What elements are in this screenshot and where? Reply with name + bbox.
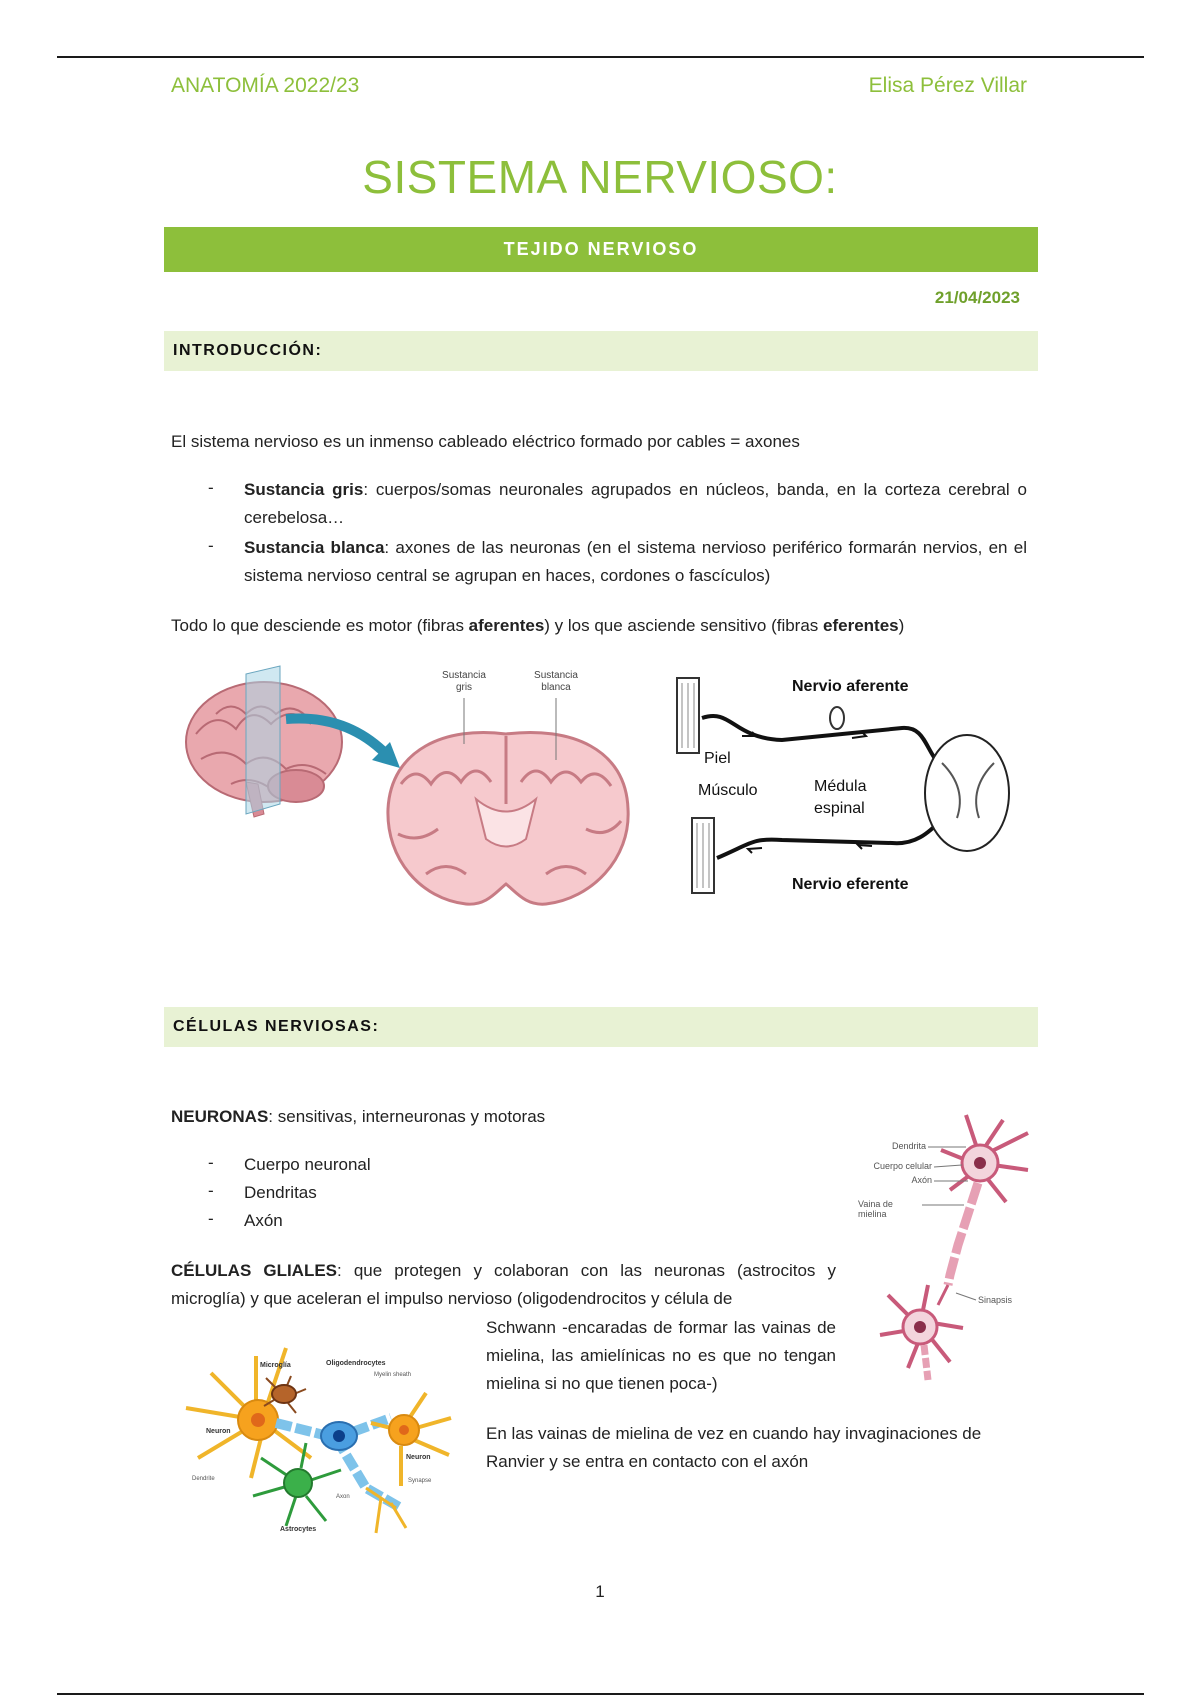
bottom-rule — [57, 1693, 1144, 1695]
glial-paragraph-cont: Schwann -encaradas de formar las vainas de mielina, las amielínicas no es que no tengan mielina si no que tienen poca-) — [486, 1318, 836, 1393]
bullet-dash: - — [208, 1181, 214, 1200]
motor-text-1: Todo lo que desciende es motor (fibras — [171, 616, 469, 635]
section-heading-intro: INTRODUCCIÓN: — [164, 331, 1038, 371]
label-microglia: Microglía — [260, 1362, 291, 1369]
page-title: SISTEMA NERVIOSO: — [362, 151, 838, 203]
label-skin: Piel — [704, 750, 731, 767]
muscle-icon — [692, 818, 714, 893]
label-oligodendrocytes: Oligodendrocytes — [326, 1360, 386, 1367]
section-heading-cells: CÉLULAS NERVIOSAS: — [164, 1007, 1038, 1047]
label-cell-body: Cuerpo celular — [873, 1161, 932, 1171]
neuron-part-dendrites: Dendritas — [244, 1183, 317, 1202]
label-dendrite: Dendrita — [891, 1141, 926, 1151]
ganglion-icon — [830, 707, 844, 729]
label-myelin-sheath: Vaina de mielina — [858, 1199, 893, 1219]
label-neuron-left: Neuron — [206, 1428, 231, 1435]
glial-paragraph — [171, 1257, 836, 1313]
label-synapse-glia: Synapse — [408, 1478, 432, 1484]
text-white-matter: : axones de las neuronas (en el sistema nervioso periférico formarán nervios, en el sistema nervioso central se agrupan en haces, cordones o fascículos) — [244, 538, 1027, 585]
header-course: ANATOMÍA 2022/23 — [171, 74, 360, 97]
ranvier-paragraph: En las vainas de mielina de vez en cuando hay invaginaciones de Ranvier y se entra en contacto con el axón — [486, 1424, 982, 1471]
glial-text-a: : que protegen y colaboran con las neuronas (astrocitos y microglía) y que aceleran el impulso nervioso (oligodendrocitos y célula de — [171, 1261, 837, 1308]
label-spinal-cord: Médula espinal — [814, 776, 884, 820]
brain-coronal-icon — [388, 732, 628, 904]
brain-section-figure — [176, 664, 656, 914]
bullet-dash: - — [208, 536, 214, 555]
neurons-paragraph — [171, 1103, 791, 1131]
term-gray-matter: Sustancia gris — [244, 480, 364, 499]
bullet-gray-matter — [244, 476, 1027, 532]
document-date: 21/04/2023 — [934, 288, 1020, 307]
motor-bold-efferent: eferentes — [823, 616, 899, 635]
motor-paragraph — [171, 612, 1031, 640]
label-efferent-nerve: Nervio eferente — [792, 876, 909, 893]
spinal-cord-icon — [925, 735, 1009, 851]
brain-side-icon — [186, 666, 342, 817]
label-myelin: Myelin sheath — [374, 1372, 412, 1378]
term-glial: CÉLULAS GLIALES — [171, 1261, 338, 1280]
neuron-part-axon: Axón — [244, 1211, 283, 1230]
motor-bold-afferent: aferentes — [468, 616, 545, 635]
axon-line — [948, 1183, 978, 1285]
bullet-dash: - — [208, 478, 214, 497]
neurons-text: : sensitivas, interneuronas y motoras — [268, 1107, 546, 1126]
label-white-matter-2: blanca — [541, 682, 571, 693]
glial-cells-figure — [176, 1328, 466, 1548]
bullet-dash: - — [208, 1153, 214, 1172]
term-white-matter: Sustancia blanca — [244, 538, 385, 557]
label-axon-glia: Axon — [336, 1494, 350, 1500]
label-axon: Axón — [911, 1175, 932, 1185]
text-gray-matter: : cuerpos/somas neuronales agrupados en núcleos, banda, en la corteza cerebral o cerebelosa… — [244, 480, 1027, 527]
label-astrocytes: Astrocytes — [280, 1526, 317, 1533]
top-rule — [57, 56, 1144, 58]
term-neurons: NEURONAS — [171, 1107, 269, 1126]
skin-icon — [677, 678, 699, 753]
label-synapse: Sinapsis — [978, 1295, 1013, 1305]
label-white-matter: Sustancia — [534, 670, 578, 681]
neuron-part-body: Cuerpo neuronal — [244, 1155, 371, 1174]
motor-text-3: ) — [898, 616, 905, 635]
label-gray-matter-2: gris — [455, 682, 473, 693]
label-dendrite-glia: Dendrite — [192, 1476, 215, 1482]
page-number: 1 — [595, 1582, 605, 1601]
nerve-pathway-figure — [672, 668, 1012, 908]
header-author: Elisa Pérez Villar — [868, 74, 1027, 97]
label-afferent-nerve: Nervio aferente — [792, 678, 909, 695]
intro-paragraph: El sistema nervioso es un inmenso cableado eléctrico formado por cables = axones — [171, 432, 800, 451]
bullet-dash: - — [208, 1209, 214, 1228]
label-neuron-right: Neuron — [406, 1454, 431, 1461]
neuron-figure — [858, 1105, 1038, 1385]
label-muscle: Músculo — [698, 782, 758, 799]
label-gray-matter: Sustancia — [442, 670, 486, 681]
motor-text-2: ) y los que asciende sensitivo (fibras — [544, 616, 824, 635]
subtitle-banner: TEJIDO NERVIOSO — [164, 227, 1038, 272]
bullet-white-matter — [244, 534, 1027, 590]
